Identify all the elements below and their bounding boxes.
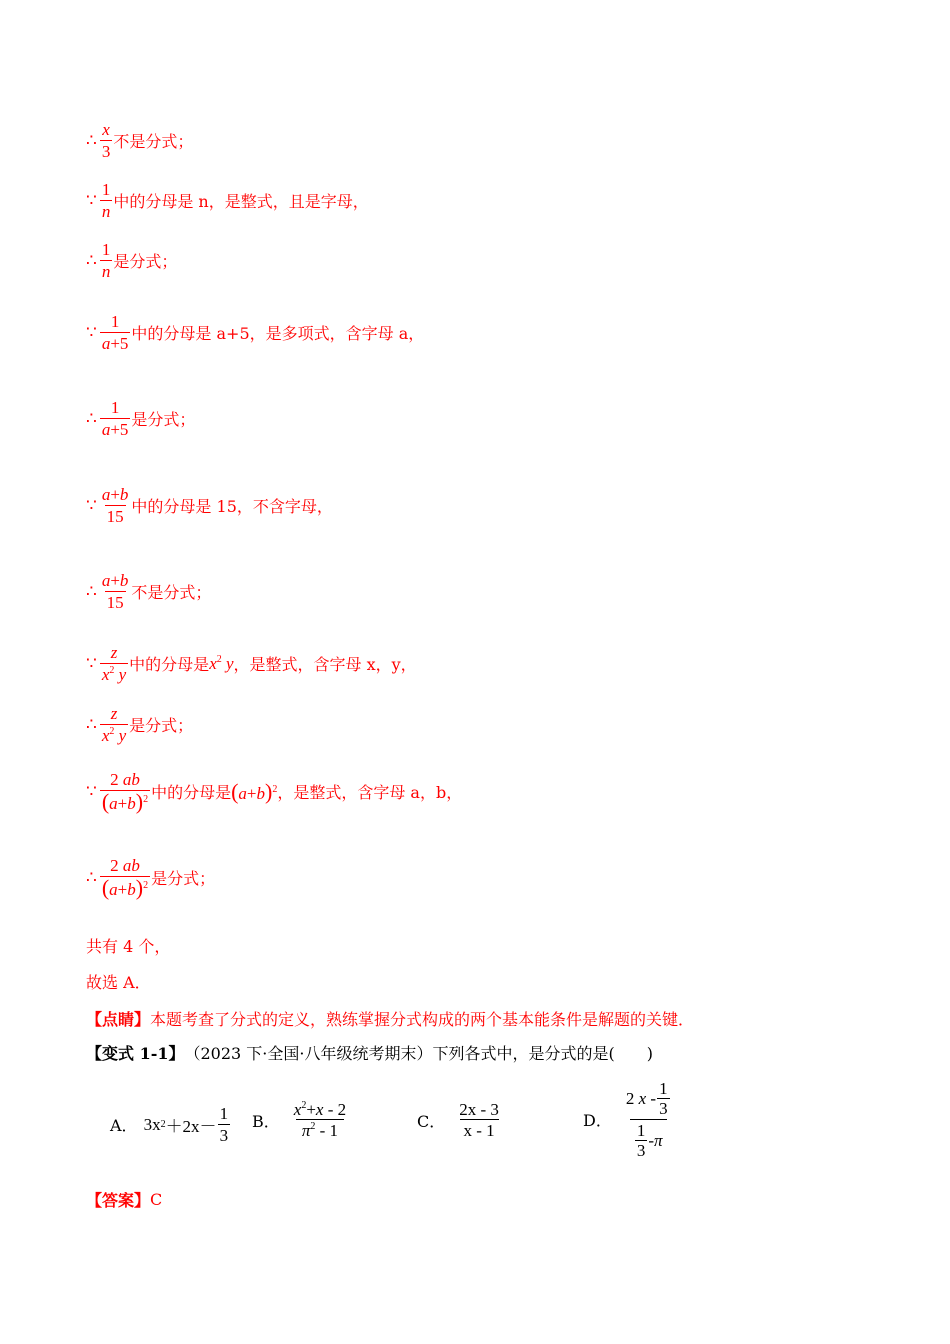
because-symbol: ∵: [86, 322, 97, 343]
option-a[interactable]: [110, 1104, 231, 1145]
solution-line-4: [86, 312, 424, 353]
option-c-label: C．: [417, 1111, 446, 1131]
solution-line-10: [86, 770, 462, 813]
therefore-symbol: ∴: [86, 867, 97, 888]
option-c-fraction: $\frac{2x - 3}{x - 1}$: [459, 1100, 499, 1140]
comment-line: [86, 1007, 694, 1030]
expr-x2y: $x^2$ y: [209, 653, 234, 673]
option-b-label: B．: [252, 1111, 280, 1131]
comment-text: 本题考查了分式的定义，熟练掌握分式构成的两个基本能条件是解题的关键．: [150, 1010, 695, 1029]
line-text-b: ，是整式，含字母 x，y，: [233, 655, 417, 674]
fraction-a-plus-b-over-15: $\frac{a+b}{15}$: [101, 571, 129, 612]
expr-a-plus-b-squared: $(a+b)^2$: [231, 778, 278, 804]
fraction-1-over-a-plus-5: $\frac{1}{a+5}$: [101, 312, 129, 353]
option-d-compound-fraction: 2 x - $\frac{1}{3}$ $\frac{1}{3}$ - π: [625, 1079, 668, 1160]
option-a-expr: 3x 2 ＋2x－ $\frac{1}{3}$: [143, 1104, 229, 1145]
answer-tag: 【答案】: [86, 1191, 151, 1210]
comment-tag: 【点睛】: [86, 1010, 151, 1029]
fraction-a-plus-b-over-15: $\frac{a+b}{15}$: [101, 485, 129, 526]
variant-question: 下列各式中，是分式的是( ): [432, 1044, 653, 1063]
line-text: 是分式；: [151, 869, 216, 888]
option-d[interactable]: [583, 1080, 676, 1159]
fraction-z-over-x2y: $\frac{z}{x^2 y}$: [101, 704, 127, 745]
line-text: 不是分式；: [113, 132, 194, 151]
therefore-symbol: ∴: [86, 581, 97, 602]
solution-line-9: [86, 704, 193, 745]
fraction-1-over-a-plus-5: $\frac{1}{a+5}$: [101, 398, 129, 439]
variant-tag: 【变式 1-1】: [86, 1044, 185, 1063]
solution-line-3: [86, 240, 177, 281]
line-text: 中的分母是 a+5，是多项式，含字母 a，: [131, 324, 425, 343]
solution-line-6: [86, 485, 333, 526]
therefore-symbol: ∴: [86, 250, 97, 271]
fraction-1-over-n: $\frac{1}{n}$: [101, 240, 111, 281]
line-text-b: ，是整式，含字母 a，b，: [277, 783, 463, 802]
fraction-1-over-n: $\frac{1}{n}$: [101, 180, 111, 221]
line-text: 是分式；: [129, 716, 194, 735]
variant-question-line: [86, 1041, 653, 1064]
line-text: 是分式；: [113, 252, 178, 271]
option-b-fraction: $\frac{x^2+x - 2}{\pi^2 - 1}$: [293, 1100, 347, 1140]
answer-value: C: [150, 1190, 163, 1209]
option-c[interactable]: [417, 1100, 504, 1140]
option-a-label: A．: [110, 1116, 138, 1135]
solution-line-11: [86, 856, 215, 899]
summary-choice: 故选 A．: [86, 973, 151, 992]
line-text-a: 中的分母是: [151, 783, 232, 802]
solution-line-5: [86, 398, 195, 439]
line-text: 中的分母是 15，不含字母，: [131, 497, 333, 516]
line-text: 中的分母是 n，是整式，且是字母，: [113, 192, 369, 211]
solution-line-8: [86, 643, 417, 684]
fraction-x-over-3: $\frac{x}{3}$: [101, 120, 111, 161]
line-text: 不是分式；: [131, 583, 212, 602]
therefore-symbol: ∴: [86, 714, 97, 735]
solution-line-2: [86, 180, 369, 221]
because-symbol: ∵: [86, 495, 97, 516]
line-text-a: 中的分母是: [129, 655, 210, 674]
solution-line-1: [86, 120, 193, 161]
line-text: 是分式；: [131, 410, 196, 429]
answer-line: [86, 1188, 162, 1211]
option-b[interactable]: [252, 1100, 353, 1140]
solution-line-7: [86, 571, 211, 612]
therefore-symbol: ∴: [86, 408, 97, 429]
because-symbol: ∵: [86, 190, 97, 211]
variant-source: （2023 下·全国·八年级统考期末）: [184, 1044, 433, 1063]
fraction-2ab-over-a-plus-b-squared: $\frac{2 ab}{(a+b)^2}$: [101, 856, 149, 900]
therefore-symbol: ∴: [86, 130, 97, 151]
fraction-z-over-x2y: $\frac{z}{x^2 y}$: [101, 643, 127, 684]
option-d-label: D．: [583, 1111, 612, 1130]
because-symbol: ∵: [86, 653, 97, 674]
fraction-2ab-over-a-plus-b-squared: $\frac{2 ab}{(a+b)^2}$: [101, 770, 149, 814]
summary-count: 共有 4 个，: [86, 937, 171, 956]
because-symbol: ∵: [86, 781, 97, 802]
